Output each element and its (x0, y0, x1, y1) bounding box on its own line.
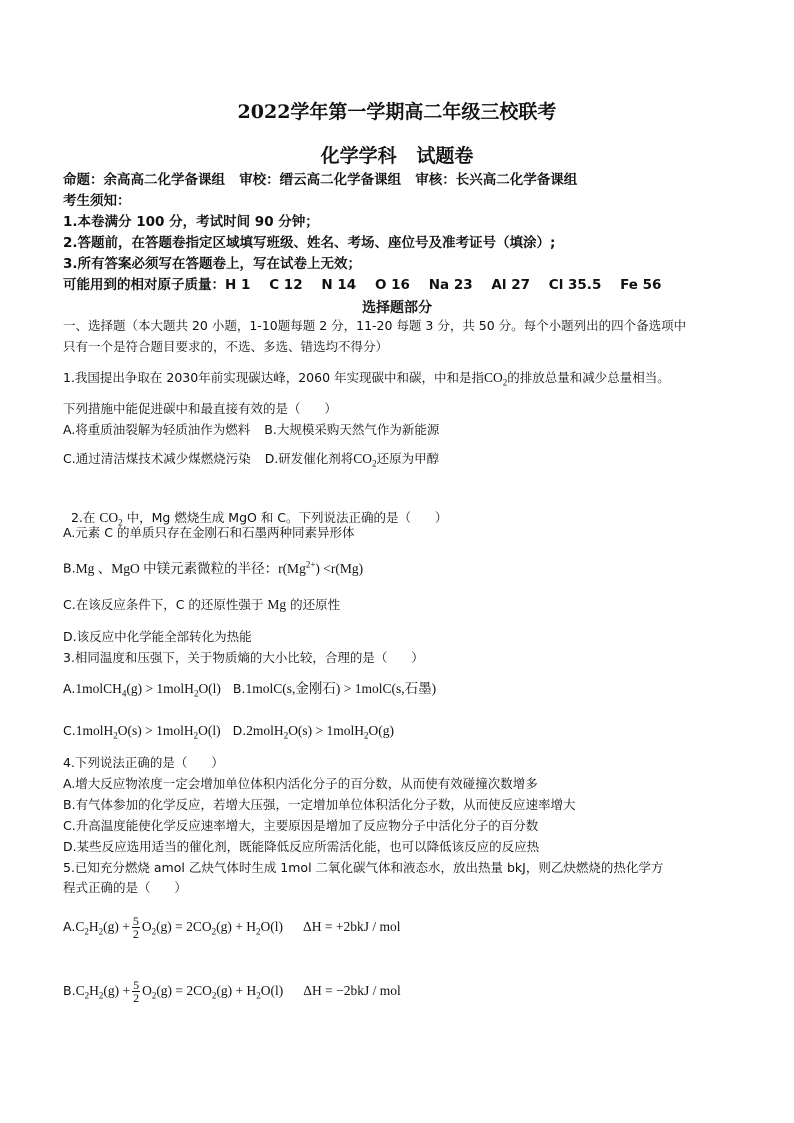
notice-item-2: 2.答题前，在答题卷指定区域填写班级、姓名、考场、座位号及准考证号（填涂）; (63, 235, 556, 251)
q2-option-a: A.元素 C 的单质只存在金刚石和石墨两种同素异形体 (63, 525, 355, 540)
q1-options-ab (63, 422, 439, 438)
q3-options-cd (63, 723, 394, 744)
notice-label: 考生须知： (63, 193, 131, 209)
q5-dh-a: ΔH = +2bkJ / mol (303, 919, 401, 934)
notice-item-3: 3.所有答案必须写在答题卷上，写在试卷上无效； (63, 256, 362, 272)
q4-option-c: C.升高温度能使化学反应速率增大，主要原因是增加了反应物分子中活化分子的百分数 (63, 818, 539, 833)
q2-co2: $CO_2$ (99, 510, 123, 528)
section-intro-2: 只有一个是符合题目要求的，不选、多选、错选均不得分） (63, 339, 389, 354)
q3-options-ab (63, 681, 436, 702)
q4-stem: 4.下列说法正确的是（ ） (63, 755, 224, 770)
q1-stem-text-b: 的排放总量和减少总量相当。 (507, 370, 670, 385)
exam-subtitle: 化学学科 试题卷 (320, 145, 474, 167)
q1-option-d: D.研发催化剂将$CO_2$还原为甲醇 (264, 451, 440, 469)
q2-option-b: B.Mg 、MgO 中镁元素微粒的半径：$r(Mg^{2+}) <r(Mg)$ (63, 559, 364, 576)
q3-option-a: A.1molCH$_4$(g) > 1molH$_2$O(l) (63, 681, 221, 699)
q1-option-c: C.通过清洁煤技术减少煤燃烧污染 (63, 451, 251, 466)
q1-option-b: B.大规模采购天然气作为新能源 (264, 422, 440, 437)
q5-fraction-a: $\frac{5}{2}$ (132, 914, 139, 942)
q5-option-b: $B.C_2H_2(g)$ + $\frac{5}{2}$ $O_2(g) = 2CO_2(g) + H_2O(l) \Delta H = -2bkJ$ / mol (63, 978, 401, 1006)
q5-dh-b: ΔH = −2bkJ / mol (303, 983, 401, 998)
exam-title: 2022学年第一学期高二年级三校联考 (237, 101, 557, 123)
q4-option-d: D.某些反应选用适当的催化剂，既能降低反应所需活化能，也可以降低该反应的反应热 (63, 839, 540, 854)
q5-fraction-b: $\frac{5}{2}$ (133, 978, 140, 1006)
q2-mg: Mg (267, 597, 287, 612)
q2-radius-expr: Mg 、MgO 中镁元素微粒的半径：$r(Mg^{2+}) <r(Mg)$ (75, 559, 364, 576)
section-intro-1: 一、选择题（本大题共 20 小题，1-10题每题 2 分，11-20 每题 3 分，共 50 分。每个小题列出的四个备选项中 (63, 318, 687, 333)
q5-equation-b: $C_2H_2(g)$ + $\frac{5}{2}$ $O_2(g) = 2CO_2(g) + H_2O(l) \Delta H = -2bkJ$ / mol (75, 978, 401, 1006)
q1-co2: $CO_2$ (484, 370, 508, 388)
q3-option-d: D.2molH$_2$O(s) > 1molH$_2$O(g) (232, 723, 395, 741)
q5-stem-2: 程式正确的是（ ） (63, 880, 187, 895)
q1-option-a: A.将重质油裂解为轻质油作为燃料 (63, 422, 251, 437)
q3-option-b: B.1molC(s,金刚石) > 1molC(s,石墨) (232, 681, 437, 696)
q1-question: 下列措施中能促进碳中和最直接有效的是（ ） (63, 401, 337, 416)
section-title: 选择题部分 (362, 300, 432, 316)
q1-stem-text: 1.我国提出争取在 2030年前实现碳达峰，2060 年实现碳中和碳，中和是指 (63, 370, 484, 385)
atomic-masses: 可能用到的相对原子质量：H 1 C 12 N 14 O 16 Na 23 Al 27 Cl 35.5 Fe 56 (63, 277, 662, 293)
setters-line: 命题：余高高二化学备课组 审校：缙云高二化学备课组 审核：长兴高二化学备课组 (63, 172, 578, 188)
q4-option-b: B.有气体参加的化学反应，若增大压强，一定增加单位体积活化分子数，从而使反应速率增大 (63, 797, 576, 812)
notice-item-1: 1.本卷满分 100 分，考试时间 90 分钟； (63, 214, 319, 230)
q1-options-cd (63, 451, 439, 472)
q5-equation-a: $C_2H_2(g)$ + $\frac{5}{2}$ $O_2(g) = 2CO_2(g) + H_2O(l) \Delta H = +2bkJ$ / mol (75, 914, 401, 942)
q2-option-d: D.该反应中化学能全部转化为热能 (63, 629, 252, 644)
q5-stem-1: 5.已知充分燃烧 amol 乙炔气体时生成 1mol 二氧化碳气体和液态水，放出热量 bkJ，则乙炔燃烧的热化学方 (63, 860, 664, 875)
q5-option-a: $A.C_2H_2(g)$ + $\frac{5}{2}$ $O_2(g) = 2CO_2(g) + H_2O(l) \Delta H = +2bkJ$ / mol (63, 914, 401, 942)
q2-option-c: C.在该反应条件下，C 的还原性强于 Mg 的还原性 (63, 597, 341, 612)
q2-stem: 2.在 $CO_2$ 中，Mg 燃烧生成 MgO 和 C。下列说法正确的是（ ） (70, 510, 448, 528)
q1-d-co2: $CO_2$ (353, 451, 377, 469)
q1-stem (63, 370, 670, 391)
q3-option-c: C.1molH$_2$O(s) > 1molH$_2$O(l) (63, 723, 221, 741)
q4-option-a: A.增大反应物浓度一定会增加单位体积内活化分子的百分数，从而使有效碰撞次数增多 (63, 776, 538, 791)
q3-stem: 3.相同温度和压强下，关于物质熵的大小比较，合理的是（ ） (63, 650, 424, 665)
